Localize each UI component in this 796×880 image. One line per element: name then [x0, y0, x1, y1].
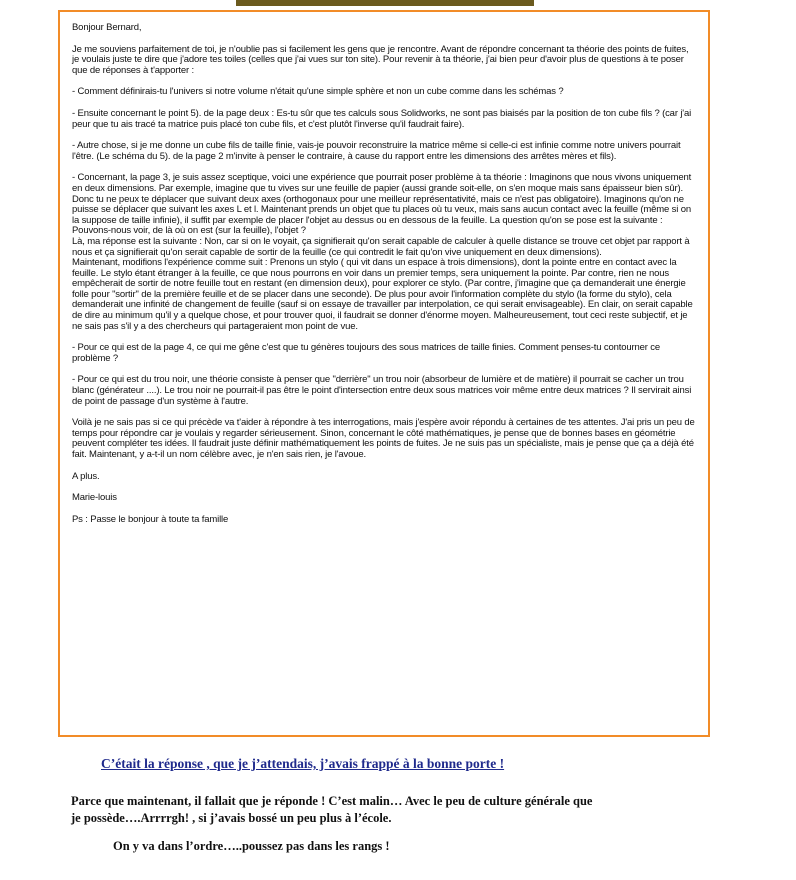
letter-paragraph: - Comment définirais-tu l'univers si notre volume n'était qu'une simple sphère et non un cube comme dans les schémas ?	[72, 86, 564, 98]
letter-paragraph: - Ensuite concernant le point 5). de la page deux : Es-tu sûr que tes calculs sous Solidworks, ne sont pas biaisés par la position de ton cube fils ? (car j'ai peur que tu ais tracé ta matrice puis placé ton cube fils, et c'est plutôt l'inverse qu'il faudrait faire).	[72, 107, 692, 130]
letter-signoff: A plus.	[72, 470, 100, 482]
email-letter-box	[58, 10, 710, 737]
letter-signature: Marie-louis	[72, 492, 117, 504]
letter-paragraph: Maintenant, modifions l'expérience comme suit : Prenons un stylo ( qui vit dans un espace à trois dimensions), dont la pointe entre en contact avec la feuille. Le stylo étant étranger à la feuille, ce que nous pourrons en voir dans un premier temps, sera uniquement la pointe. Par contre, rien ne nous empêcherait de sortir de notre feuille tout en restant (en dimension deux), pour explorer ce stylo. (Par contre, j'imagine que ça demanderait une énergie folle pour "sortir" de la première feuille et de se placer dans une seconde). De plus pour avoir l'information complète du stylo (la forme du stylo), cela demanderait une infinité de changement de feuille (sauf si on essaye de travailler par interpolation, ce qui serait envisageable). En clair, on serait capable de dire au minimum qu'il y a quelque chose, et pour trouver quoi, il faudrait se donner d'énorme moyen. Malheureusement, tout ceci reste subjectif, et je ne sais pas s'il y a des chercheurs qui partageraient mon point de vue.	[72, 257, 693, 332]
top-decorative-bar	[236, 0, 534, 6]
narrative-line: je possède….Arrrrgh! , si j’avais bossé un peu plus à l’école.	[71, 811, 392, 825]
letter-paragraph: - Concernant, la page 3, je suis assez sceptique, voici une expérience que pourrait poser problème à ta théorie : Imaginons que nous vivons uniquement en deux dimensions. Par exemple, imagine que tu vives sur une feuille de papier (aussi grande soit-elle, on s'en moque mais sans épaisseur bien sûr). Donc tu ne peux te déplacer que suivant deux axes (orthogonaux pour une meilleur représentativité, mais ce n'est pas obligatoire). Imaginons qu'on ne puisse se déplacer que suivant les axes L et l. Maintenant prends un objet que tu places où tu veux, mais sans aucun contact avec la feuille (même si on la suppose de taille infinie), il suffit par exemple de placer l'objet au dessus ou en dessous de la feuille. La question qu'on se pose est la suivante : Pouvons-nous voir, de là où on est (sur la feuille), l'objet ?	[72, 172, 692, 237]
narrative-text	[71, 793, 711, 827]
letter-paragraph: Là, ma réponse est la suivante : Non, car si on le voyait, ça signifierait qu'on serait capable de calculer à quelle distance se trouve cet objet par rapport à nous et ça signifierait qu'on serait capable de sortir de la feuille (ce qui contredit le fait qu'on vive uniquement en deux dimensions).	[72, 235, 690, 258]
letter-paragraph: Je me souviens parfaitement de toi, je n'oublie pas si facilement les gens que je rencontre. Avant de répondre concernant ta théorie des points de fuites, je voulais juste te dire que j'adore tes toiles (celles que j'ai vues sur ton site). Pour revenir à ta théorie, j'ai bien peur d'avoir plus de questions à te poser que de réponses à t'apporter :	[72, 43, 689, 76]
letter-postscript: Ps : Passe le bonjour à toute ta famille	[72, 513, 229, 525]
letter-paragraph: Voilà je ne sais pas si ce qui précède va t'aider à répondre à tes interrogations, mais j'espère avoir répondu à certaines de tes attentes. J'ai pris un peu de temps pour répondre car je voulais y regarder sérieusement. Sinon, concernant le côté mathématiques, je pense que de bonnes bases en géométrie peuvent compléter tes idées. Il faudrait juste définir mathématiquement les points de fuites. Je ne suis pas un spécialiste, mais je pense que ça a déjà été fait. Maintenant, y a-t-il un nom célèbre avec, je n'en sais rien, je l'avoue.	[72, 417, 695, 460]
section-caption: C’était la réponse , que je j’attendais, j’avais frappé à la bonne porte !	[101, 756, 505, 771]
narrative-order-line: On y va dans l’ordre…..poussez pas dans les rangs !	[113, 839, 390, 853]
letter-paragraph: - Pour ce qui est de la page 4, ce qui me gêne c'est que tu génères toujours des sous matrices de taille finies. Comment penses-tu contourner ce problème ?	[72, 342, 661, 364]
letter-paragraph: - Pour ce qui est du trou noir, une théorie consiste à penser que "derrière" un trou noir (absorbeur de lumière et de matière) il pourrait se cacher un trou blanc (générateur ....). Le trou noir ne pourrait-il pas être le point d'intersection entre deux sous matrices voir même entre deux matrices ? Il servirait ainsi de point de passage d'un système à l'autre.	[72, 374, 692, 407]
letter-paragraph: - Autre chose, si je me donne un cube fils de taille finie, vais-je pouvoir reconstruire la matrice même si celle-ci est infinie comme notre univers pourrait l'être. (Le schéma du 5). de la page 2 m'invite à penser le contraire, à cause du rapport entre les dimensions des arrêtes mères et fils).	[72, 140, 681, 162]
narrative-line: Parce que maintenant, il fallait que je réponde ! C’est malin… Avec le peu de culture générale que	[71, 794, 593, 808]
letter-greeting: Bonjour Bernard,	[72, 22, 142, 33]
